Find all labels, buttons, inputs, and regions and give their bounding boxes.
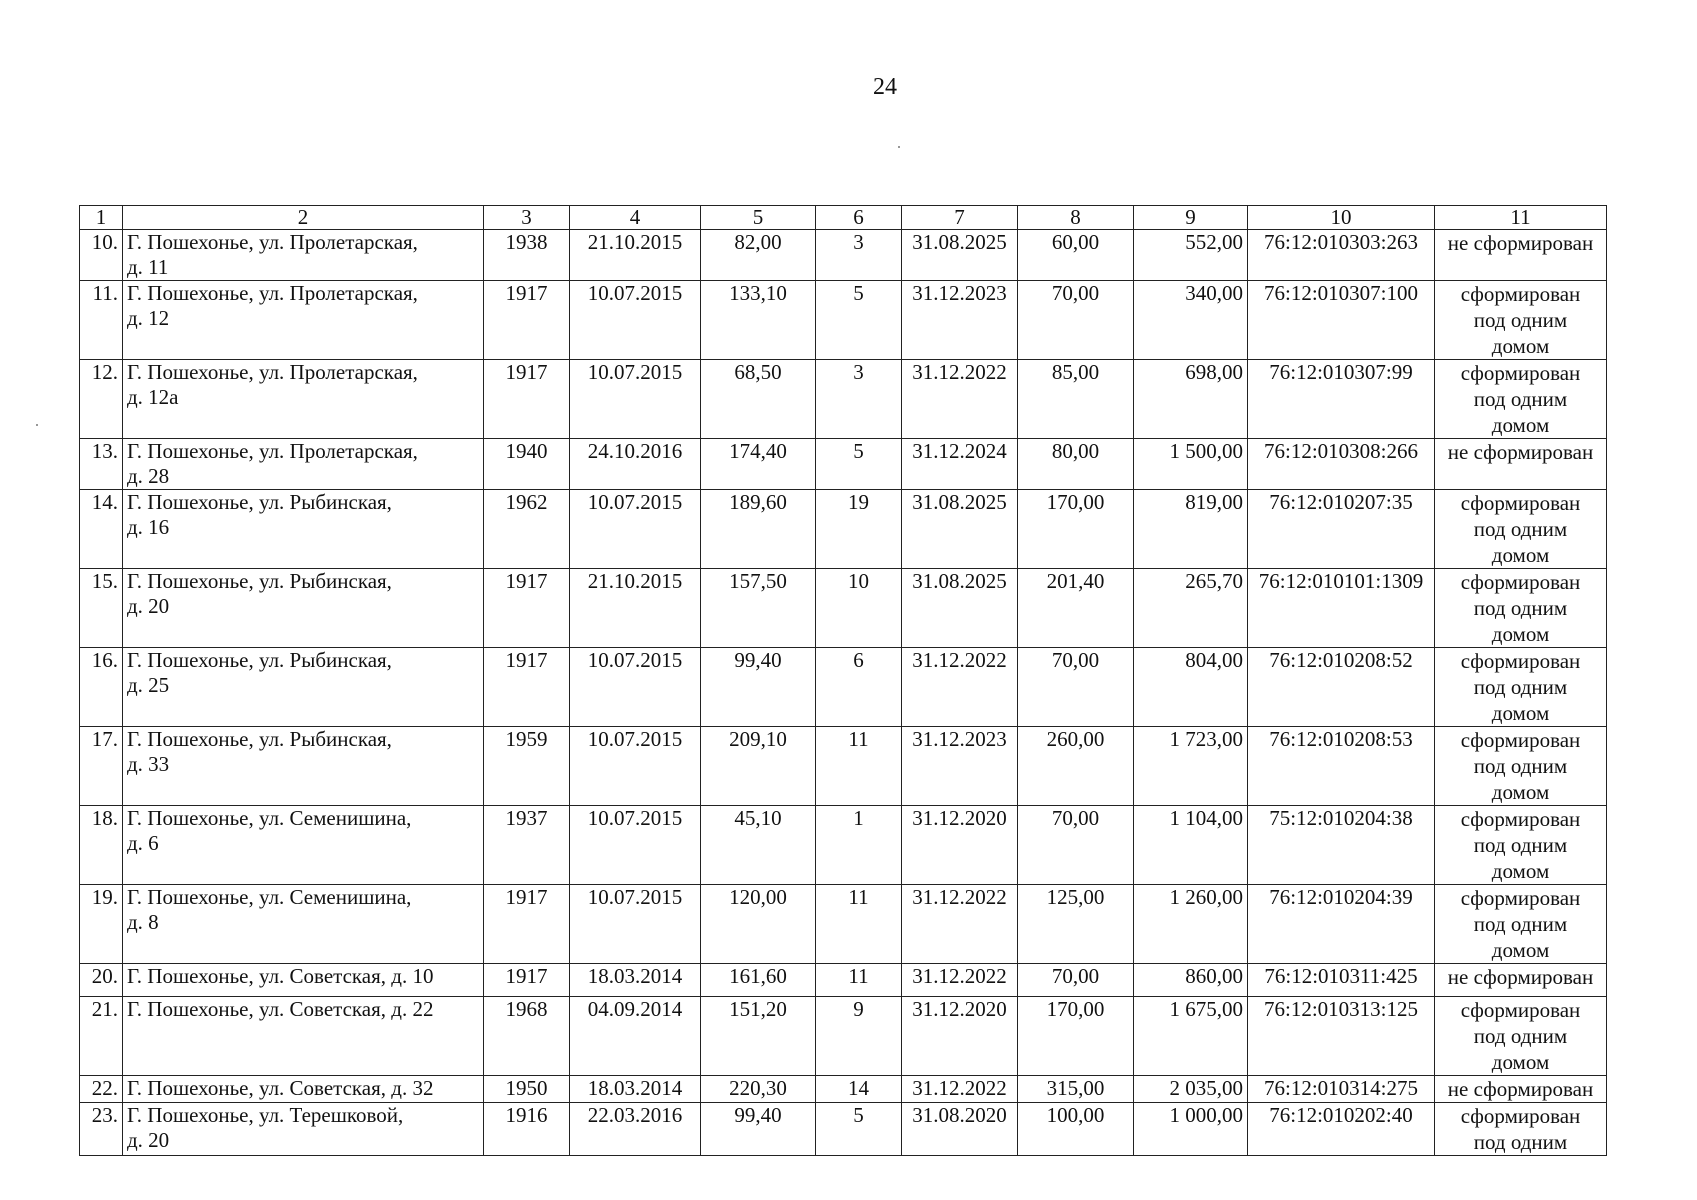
column-number: 9 — [1134, 206, 1248, 230]
status-line: под одним — [1473, 308, 1568, 332]
value-cell: 2 035,00 — [1134, 1076, 1248, 1103]
status-line: сформирован — [1460, 361, 1581, 385]
value-cell: 1 500,00 — [1134, 439, 1248, 490]
status-line: сформирован — [1460, 491, 1581, 515]
cadastral-number-cell: 76:12:010101:1309 — [1248, 569, 1435, 648]
address-cell — [123, 1076, 484, 1103]
year-cell: 1917 — [484, 648, 570, 727]
value-cell: 85,00 — [1018, 360, 1134, 439]
status-line: сформирован — [1460, 649, 1581, 673]
address-cell — [123, 360, 484, 439]
residents-cell: 11 — [816, 885, 902, 964]
cadastral-number-cell: 76:12:010202:40 — [1248, 1103, 1435, 1156]
residents-cell: 5 — [816, 1103, 902, 1156]
status-line: сформирован — [1460, 998, 1581, 1022]
deadline-cell: 31.08.2025 — [902, 569, 1018, 648]
status-line: сформирован — [1460, 886, 1581, 910]
deadline-cell: 31.12.2024 — [902, 439, 1018, 490]
area-cell: 99,40 — [701, 648, 816, 727]
value-cell: 265,70 — [1134, 569, 1248, 648]
row-number: 12. — [80, 360, 123, 439]
value-cell: 804,00 — [1134, 648, 1248, 727]
status-line: сформирован — [1460, 807, 1581, 831]
year-cell: 1940 — [484, 439, 570, 490]
scan-speck — [36, 424, 38, 426]
year-cell: 1917 — [484, 885, 570, 964]
table-row — [80, 439, 1607, 490]
scan-speck — [898, 146, 900, 148]
value-cell: 1 104,00 — [1134, 806, 1248, 885]
deadline-cell: 31.08.2025 — [902, 230, 1018, 281]
year-cell: 1917 — [484, 360, 570, 439]
year-cell: 1968 — [484, 997, 570, 1076]
column-number: 7 — [902, 206, 1018, 230]
status-line: под одним — [1473, 675, 1568, 699]
column-number: 11 — [1435, 206, 1607, 230]
column-number-row — [80, 206, 1607, 230]
year-cell: 1937 — [484, 806, 570, 885]
value-cell: 315,00 — [1018, 1076, 1134, 1103]
address-line: д. 20 — [127, 1128, 170, 1152]
table-row — [80, 964, 1607, 997]
value-cell: 260,00 — [1018, 727, 1134, 806]
table-row — [80, 230, 1607, 281]
row-number: 21. — [80, 997, 123, 1076]
year-cell: 1916 — [484, 1103, 570, 1156]
address-line: Г. Пошехонье, ул. Терешковой, — [127, 1103, 404, 1127]
land-plot-status-cell — [1435, 439, 1607, 490]
value-cell: 201,40 — [1018, 569, 1134, 648]
year-cell: 1938 — [484, 230, 570, 281]
address-line: Г. Пошехонье, ул. Рыбинская, — [127, 490, 392, 514]
date-cell: 10.07.2015 — [570, 806, 701, 885]
table-row — [80, 727, 1607, 806]
value-cell: 1 675,00 — [1134, 997, 1248, 1076]
land-plot-status-cell — [1435, 1076, 1607, 1103]
column-number: 1 — [80, 206, 123, 230]
value-cell: 125,00 — [1018, 885, 1134, 964]
status-line: домом — [1491, 622, 1550, 646]
year-cell: 1962 — [484, 490, 570, 569]
land-plot-status-cell — [1435, 281, 1607, 360]
area-cell: 161,60 — [701, 964, 816, 997]
area-cell: 133,10 — [701, 281, 816, 360]
deadline-cell: 31.12.2023 — [902, 281, 1018, 360]
residents-cell: 9 — [816, 997, 902, 1076]
address-line: Г. Пошехонье, ул. Советская, д. 22 — [127, 997, 434, 1021]
address-line: Г. Пошехонье, ул. Советская, д. 32 — [127, 1076, 434, 1100]
address-cell — [123, 569, 484, 648]
status-line: домом — [1491, 413, 1550, 437]
table-row — [80, 1076, 1607, 1103]
area-cell: 99,40 — [701, 1103, 816, 1156]
date-cell: 04.09.2014 — [570, 997, 701, 1076]
date-cell: 10.07.2015 — [570, 885, 701, 964]
row-number: 15. — [80, 569, 123, 648]
address-cell — [123, 439, 484, 490]
value-cell: 80,00 — [1018, 439, 1134, 490]
year-cell: 1917 — [484, 281, 570, 360]
residents-cell: 3 — [816, 360, 902, 439]
address-cell — [123, 490, 484, 569]
address-line: д. 12 — [127, 306, 170, 330]
value-cell: 170,00 — [1018, 997, 1134, 1076]
land-plot-status-cell — [1435, 1103, 1607, 1156]
value-cell: 70,00 — [1018, 964, 1134, 997]
land-plot-status-cell — [1435, 885, 1607, 964]
land-plot-status-cell — [1435, 360, 1607, 439]
cadastral-number-cell: 76:12:010303:263 — [1248, 230, 1435, 281]
date-cell: 18.03.2014 — [570, 964, 701, 997]
status-line: домом — [1491, 543, 1550, 567]
residents-cell: 1 — [816, 806, 902, 885]
date-cell: 10.07.2015 — [570, 360, 701, 439]
land-plot-status-cell — [1435, 230, 1607, 281]
status-line: под одним — [1473, 912, 1568, 936]
address-line: д. 16 — [127, 515, 170, 539]
address-line: д. 33 — [127, 752, 170, 776]
table-row — [80, 885, 1607, 964]
address-cell — [123, 727, 484, 806]
status-line: под одним — [1473, 517, 1568, 541]
cadastral-number-cell: 75:12:010204:38 — [1248, 806, 1435, 885]
value-cell: 60,00 — [1018, 230, 1134, 281]
deadline-cell: 31.12.2020 — [902, 997, 1018, 1076]
value-cell: 70,00 — [1018, 806, 1134, 885]
date-cell: 10.07.2015 — [570, 727, 701, 806]
address-cell — [123, 230, 484, 281]
area-cell: 120,00 — [701, 885, 816, 964]
table-row — [80, 997, 1607, 1076]
address-cell — [123, 1103, 484, 1156]
address-cell — [123, 964, 484, 997]
row-number: 16. — [80, 648, 123, 727]
area-cell: 174,40 — [701, 439, 816, 490]
row-number: 17. — [80, 727, 123, 806]
row-number: 13. — [80, 439, 123, 490]
cadastral-number-cell: 76:12:010208:52 — [1248, 648, 1435, 727]
status-line: домом — [1491, 334, 1550, 358]
status-line: под одним — [1473, 596, 1568, 620]
status-line: под одним — [1473, 1130, 1568, 1154]
area-cell: 45,10 — [701, 806, 816, 885]
address-line: Г. Пошехонье, ул. Рыбинская, — [127, 727, 392, 751]
address-cell — [123, 648, 484, 727]
value-cell: 70,00 — [1018, 281, 1134, 360]
land-plot-status-cell — [1435, 648, 1607, 727]
address-line: д. 11 — [127, 255, 169, 279]
status-line: под одним — [1473, 833, 1568, 857]
address-line: д. 12а — [127, 385, 179, 409]
row-number: 14. — [80, 490, 123, 569]
value-cell: 860,00 — [1134, 964, 1248, 997]
land-plot-status-cell — [1435, 964, 1607, 997]
status-line: домом — [1491, 859, 1550, 883]
date-cell: 21.10.2015 — [570, 230, 701, 281]
residents-cell: 5 — [816, 439, 902, 490]
column-number: 2 — [123, 206, 484, 230]
year-cell: 1950 — [484, 1076, 570, 1103]
address-cell — [123, 997, 484, 1076]
column-number: 10 — [1248, 206, 1435, 230]
land-plot-status-cell — [1435, 490, 1607, 569]
table-row — [80, 281, 1607, 360]
cadastral-number-cell: 76:12:010311:425 — [1248, 964, 1435, 997]
address-cell — [123, 806, 484, 885]
status-line: не сформирован — [1447, 440, 1594, 464]
residents-cell: 6 — [816, 648, 902, 727]
row-number: 19. — [80, 885, 123, 964]
cadastral-number-cell: 76:12:010204:39 — [1248, 885, 1435, 964]
address-cell — [123, 885, 484, 964]
value-cell: 70,00 — [1018, 648, 1134, 727]
residents-cell: 11 — [816, 727, 902, 806]
row-number: 23. — [80, 1103, 123, 1156]
year-cell: 1959 — [484, 727, 570, 806]
status-line: не сформирован — [1447, 231, 1594, 255]
date-cell: 22.03.2016 — [570, 1103, 701, 1156]
residents-cell: 3 — [816, 230, 902, 281]
row-number: 20. — [80, 964, 123, 997]
area-cell: 189,60 — [701, 490, 816, 569]
deadline-cell: 31.12.2022 — [902, 648, 1018, 727]
status-line: домом — [1491, 780, 1550, 804]
cadastral-number-cell: 76:12:010307:99 — [1248, 360, 1435, 439]
year-cell: 1917 — [484, 569, 570, 648]
address-line: Г. Пошехонье, ул. Пролетарская, — [127, 439, 418, 463]
status-line: сформирован — [1460, 570, 1581, 594]
column-number: 4 — [570, 206, 701, 230]
residents-cell: 10 — [816, 569, 902, 648]
page-number: 24 — [873, 74, 897, 100]
status-line: домом — [1491, 1050, 1550, 1074]
value-cell: 1 000,00 — [1134, 1103, 1248, 1156]
value-cell: 552,00 — [1134, 230, 1248, 281]
address-line: Г. Пошехонье, ул. Пролетарская, — [127, 281, 418, 305]
status-line: сформирован — [1460, 728, 1581, 752]
date-cell: 21.10.2015 — [570, 569, 701, 648]
address-line: Г. Пошехонье, ул. Рыбинская, — [127, 648, 392, 672]
area-cell: 220,30 — [701, 1076, 816, 1103]
status-line: не сформирован — [1447, 965, 1594, 989]
land-plot-status-cell — [1435, 569, 1607, 648]
value-cell: 819,00 — [1134, 490, 1248, 569]
status-line: под одним — [1473, 1024, 1568, 1048]
deadline-cell: 31.12.2023 — [902, 727, 1018, 806]
address-line: Г. Пошехонье, ул. Рыбинская, — [127, 569, 392, 593]
deadline-cell: 31.12.2022 — [902, 964, 1018, 997]
column-number: 3 — [484, 206, 570, 230]
address-line: д. 8 — [127, 910, 159, 934]
address-line: Г. Пошехонье, ул. Пролетарская, — [127, 360, 418, 384]
area-cell: 209,10 — [701, 727, 816, 806]
value-cell: 170,00 — [1018, 490, 1134, 569]
cadastral-number-cell: 76:12:010313:125 — [1248, 997, 1435, 1076]
cadastral-number-cell: 76:12:010308:266 — [1248, 439, 1435, 490]
row-number: 22. — [80, 1076, 123, 1103]
status-line: сформирован — [1460, 282, 1581, 306]
address-line: Г. Пошехонье, ул. Советская, д. 10 — [127, 964, 434, 988]
residents-cell: 19 — [816, 490, 902, 569]
cadastral-number-cell: 76:12:010307:100 — [1248, 281, 1435, 360]
status-line: домом — [1491, 701, 1550, 725]
table-row — [80, 490, 1607, 569]
value-cell: 1 723,00 — [1134, 727, 1248, 806]
address-line: Г. Пошехонье, ул. Семенишина, — [127, 885, 412, 909]
deadline-cell: 31.12.2022 — [902, 360, 1018, 439]
row-number: 11. — [80, 281, 123, 360]
table-row — [80, 1103, 1607, 1156]
row-number: 10. — [80, 230, 123, 281]
cadastral-number-cell: 76:12:010208:53 — [1248, 727, 1435, 806]
status-line: не сформирован — [1447, 1077, 1594, 1101]
deadline-cell: 31.12.2022 — [902, 885, 1018, 964]
residents-cell: 11 — [816, 964, 902, 997]
area-cell: 157,50 — [701, 569, 816, 648]
address-cell — [123, 281, 484, 360]
status-line: под одним — [1473, 754, 1568, 778]
residents-cell: 5 — [816, 281, 902, 360]
deadline-cell: 31.12.2020 — [902, 806, 1018, 885]
date-cell: 10.07.2015 — [570, 648, 701, 727]
residents-cell: 14 — [816, 1076, 902, 1103]
value-cell: 340,00 — [1134, 281, 1248, 360]
value-cell: 698,00 — [1134, 360, 1248, 439]
column-number: 8 — [1018, 206, 1134, 230]
area-cell: 68,50 — [701, 360, 816, 439]
land-plot-status-cell — [1435, 806, 1607, 885]
date-cell: 10.07.2015 — [570, 490, 701, 569]
address-line: д. 6 — [127, 831, 159, 855]
address-line: д. 28 — [127, 464, 170, 488]
cadastral-number-cell: 76:12:010207:35 — [1248, 490, 1435, 569]
row-number: 18. — [80, 806, 123, 885]
housing-registry-table — [79, 205, 1607, 1156]
table-row — [80, 648, 1607, 727]
status-line: домом — [1491, 938, 1550, 962]
deadline-cell: 31.08.2025 — [902, 490, 1018, 569]
address-line: Г. Пошехонье, ул. Семенишина, — [127, 806, 412, 830]
area-cell: 82,00 — [701, 230, 816, 281]
year-cell: 1917 — [484, 964, 570, 997]
table-row — [80, 360, 1607, 439]
land-plot-status-cell — [1435, 997, 1607, 1076]
status-line: сформирован — [1460, 1104, 1581, 1128]
deadline-cell: 31.12.2022 — [902, 1076, 1018, 1103]
status-line: под одним — [1473, 387, 1568, 411]
date-cell: 18.03.2014 — [570, 1076, 701, 1103]
address-line: Г. Пошехонье, ул. Пролетарская, — [127, 230, 418, 254]
address-line: д. 20 — [127, 594, 170, 618]
column-number: 6 — [816, 206, 902, 230]
value-cell: 100,00 — [1018, 1103, 1134, 1156]
date-cell: 10.07.2015 — [570, 281, 701, 360]
cadastral-number-cell: 76:12:010314:275 — [1248, 1076, 1435, 1103]
deadline-cell: 31.08.2020 — [902, 1103, 1018, 1156]
value-cell: 1 260,00 — [1134, 885, 1248, 964]
area-cell: 151,20 — [701, 997, 816, 1076]
address-line: д. 25 — [127, 673, 170, 697]
column-number: 5 — [701, 206, 816, 230]
table-row — [80, 569, 1607, 648]
date-cell: 24.10.2016 — [570, 439, 701, 490]
land-plot-status-cell — [1435, 727, 1607, 806]
table-row — [80, 806, 1607, 885]
